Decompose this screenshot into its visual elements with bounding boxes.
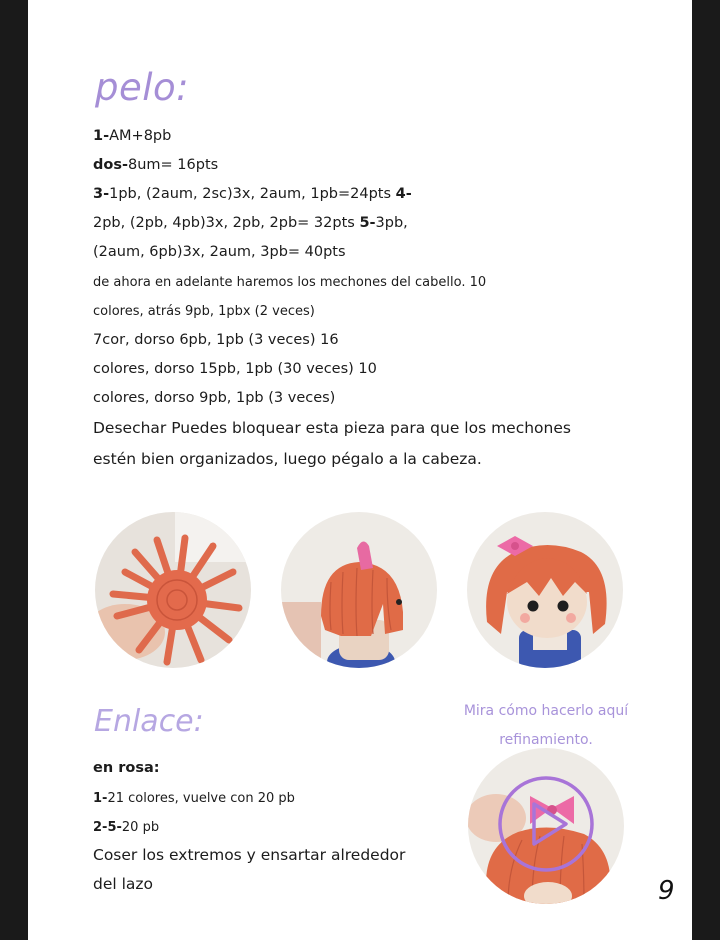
instruction-line: dos-8um= 16pts [93,157,219,173]
instruction-line: del lazo [93,875,154,893]
hair-on-head-side-photo [281,512,437,668]
instruction-line: 2-5-20 pb [93,820,160,835]
instruction-line: Desechar Puedes bloquear esta pieza para que los mechones [93,419,571,437]
video-link-caption[interactable]: Mira cómo hacerlo aquí refinamiento. [463,703,629,748]
instruction-line: de ahora en adelante haremos los mechones del cabello. 10 [93,275,487,290]
instruction-line: colores, dorso 15pb, 1pb (30 veces) 10 [93,361,377,377]
document-page [28,0,692,940]
instruction-line: 3-1pb, (2aum, 2sc)3x, 2aum, 1pb=24pts 4- [93,186,412,202]
page-number: 9 [658,876,675,906]
instruction-line: colores, dorso 9pb, 1pb (3 veces) [93,390,336,406]
instruction-line: Coser los extremos y ensartar alrededor [93,846,406,864]
instruction-line: estén bien organizados, luego pégalo a la cabeza. [93,450,482,468]
instruction-line: 1-AM+8pb [93,128,172,144]
hair-piece-flat-photo [95,512,251,668]
finished-doll-photo [467,512,623,668]
instruction-line: 2pb, (2pb, 4pb)3x, 2pb, 2pb= 32pts 5-3pb, [93,215,408,231]
instruction-line: 1-21 colores, vuelve con 20 pb [93,791,295,806]
section-title-link: Enlace: [94,704,204,739]
section-title-hair: pelo: [95,66,190,109]
link-subtitle: en rosa: [93,760,160,776]
video-thumbnail[interactable] [468,748,624,904]
instruction-line: colores, atrás 9pb, 1pbx (2 veces) [93,304,315,319]
instruction-line: (2aum, 6pb)3x, 2aum, 3pb= 40pts [93,244,346,260]
instruction-line: 7cor, dorso 6pb, 1pb (3 veces) 16 [93,332,339,348]
